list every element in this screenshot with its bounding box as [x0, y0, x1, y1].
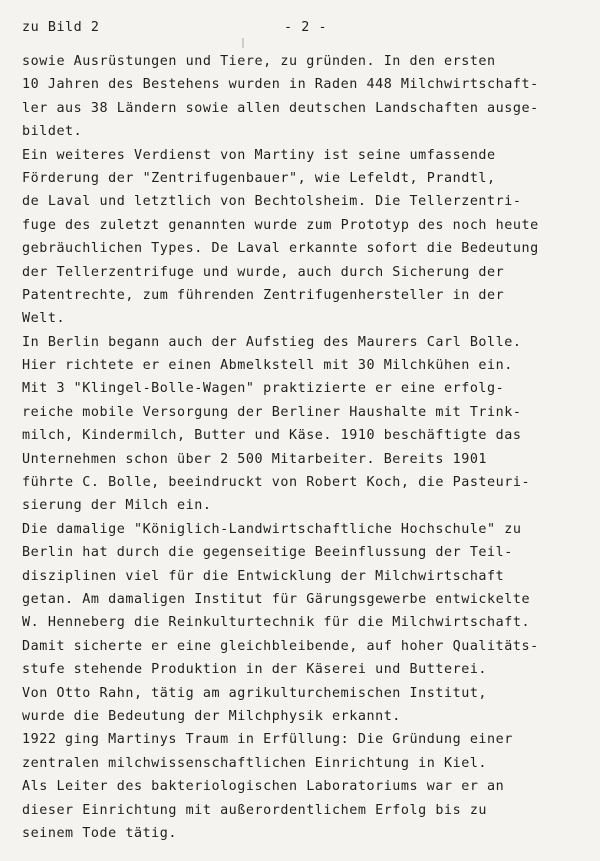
paper-mark: [242, 38, 244, 48]
text-line: de Laval und letztlich von Bechtolsheim. Die Tellerzentri-: [22, 194, 522, 210]
text-line: Welt.: [22, 311, 66, 327]
text-line: dieser Einrichtung mit außerordentlichem Erfolg bis zu: [22, 802, 488, 818]
text-line: milch, Kindermilch, Butter und Käse. 1910 beschäftigte das: [22, 428, 522, 444]
text-line: Hier richtete er einen Abmelkstell mit 30 Milchkühen ein.: [22, 358, 513, 374]
text-line: Die damalige "Königlich-Landwirtschaftliche Hochschule" zu: [22, 521, 522, 537]
text-line: zentralen milchwissenschaftlichen Einrichtung in Kiel.: [22, 755, 488, 771]
text-line: führte C. Bolle, beeindruckt von Robert Koch, die Pasteuri-: [22, 475, 531, 491]
document-body: [22, 50, 592, 845]
page-header: [22, 20, 582, 40]
text-line: bildet.: [22, 124, 83, 140]
text-line: der Tellerzentrifuge und wurde, auch durch Sicherung der: [22, 264, 505, 280]
text-line: gebräuchlichen Types. De Laval erkannte sofort die Bedeutung: [22, 241, 539, 257]
text-line: seinem Tode tätig.: [22, 825, 178, 841]
text-line: getan. Am damaligen Institut für Gärungsgewerbe entwickelte: [22, 591, 531, 607]
text-line: W. Henneberg die Reinkulturtechnik für die Milchwirtschaft.: [22, 615, 531, 631]
text-line: Patentrechte, zum führenden Zentrifugenhersteller in der: [22, 287, 505, 303]
text-line: fuge des zuletzt genannten wurde zum Prototyp des noch heute: [22, 217, 539, 233]
text-line: Ein weiteres Verdienst von Martiny ist seine umfassende: [22, 147, 496, 163]
text-line: Mit 3 "Klingel-Bolle-Wagen" praktizierte er eine erfolg-: [22, 381, 505, 397]
text-line: 1922 ging Martinys Traum in Erfüllung: Die Gründung einer: [22, 732, 513, 748]
text-line: Förderung der "Zentrifugenbauer", wie Lefeldt, Prandtl,: [22, 170, 496, 186]
text-line: reiche mobile Versorgung der Berliner Haushalte mit Trink-: [22, 404, 522, 420]
text-line: In Berlin begann auch der Aufstieg des Maurers Carl Bolle.: [22, 334, 522, 350]
figure-reference: zu Bild 2: [22, 20, 100, 35]
text-line: Als Leiter des bakteriologischen Laboratoriums war er an: [22, 779, 505, 795]
text-line: ler aus 38 Ländern sowie allen deutschen Landschaften ausge-: [22, 100, 539, 116]
page-number: - 2 -: [284, 20, 328, 35]
text-line: Berlin hat durch die gegenseitige Beeinflussung der Teil-: [22, 545, 513, 561]
text-line: wurde die Bedeutung der Milchphysik erkannt.: [22, 708, 401, 724]
text-line: sierung der Milch ein.: [22, 498, 212, 514]
text-line: Unternehmen schon über 2 500 Mitarbeiter. Bereits 1901: [22, 451, 488, 467]
text-line: disziplinen viel für die Entwicklung der Milchwirtschaft: [22, 568, 505, 584]
text-line: stufe stehende Produktion in der Käserei und Butterei.: [22, 662, 488, 678]
text-line: 10 Jahren des Bestehens wurden in Raden 448 Milchwirtschaft-: [22, 77, 539, 93]
text-line: Damit sicherte er eine gleichbleibende, auf hoher Qualitäts-: [22, 638, 539, 654]
text-line: sowie Ausrüstungen und Tiere, zu gründen. In den ersten: [22, 54, 496, 69]
text-line: Von Otto Rahn, tätig am agrikulturchemischen Institut,: [22, 685, 488, 701]
